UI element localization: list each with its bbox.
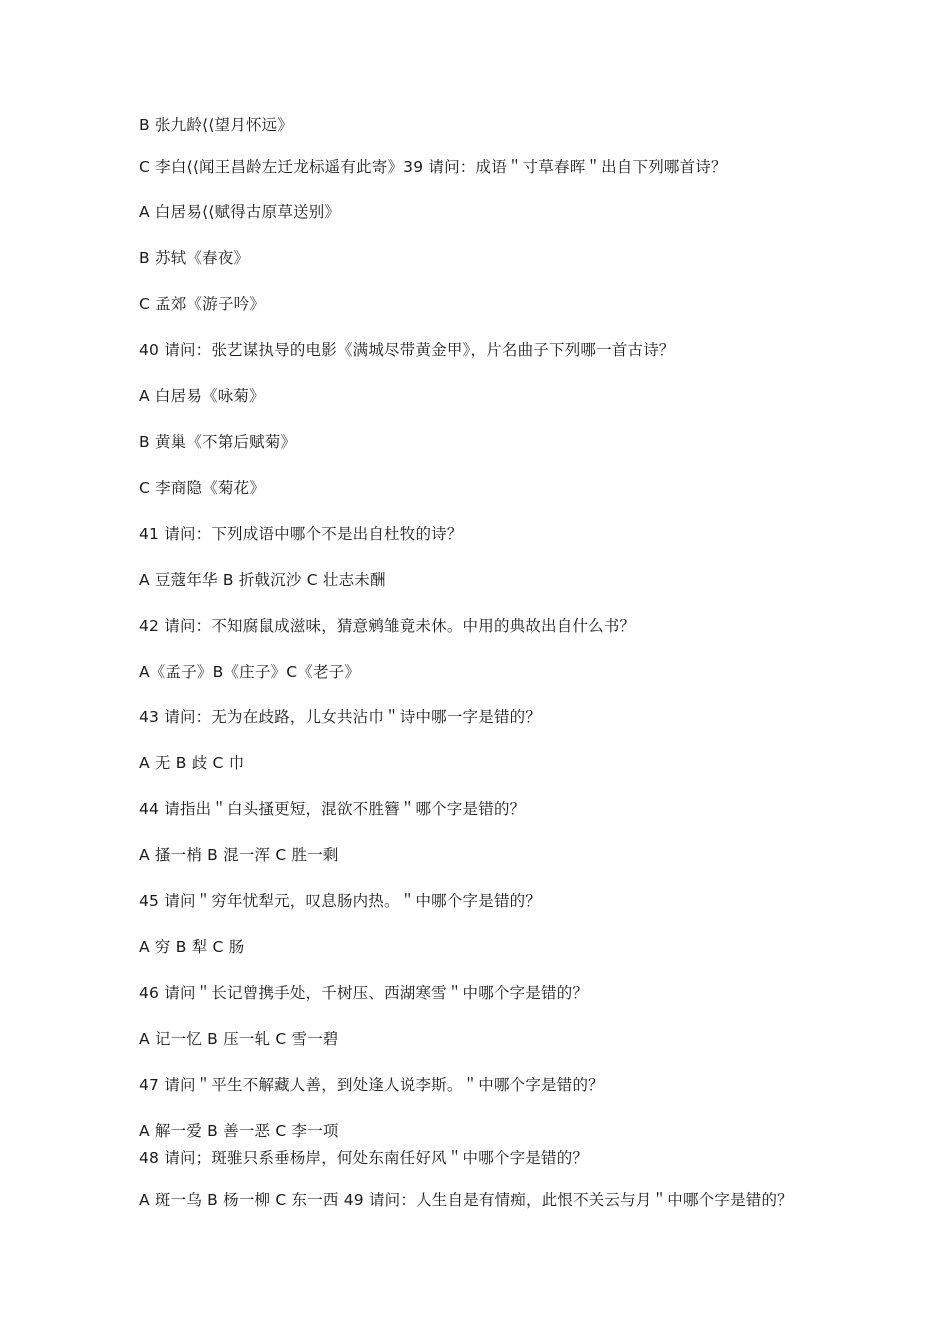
text-line: A 白居易⟨⟨赋得古原草送别》 xyxy=(139,203,341,221)
text-line: A 记一忆 B 压一轧 C 雪一碧 xyxy=(139,1030,339,1048)
text-line: C 李白⟨⟨闻王昌龄左迁龙标遥有此寄》39 请问：成语＂寸草春晖＂出自下列哪首诗？ xyxy=(139,158,727,176)
text-line: A 解一爱 B 善一恶 C 李一项 xyxy=(139,1122,339,1140)
text-line: B 苏轼《春夜》 xyxy=(139,249,250,267)
text-line: A 白居易《咏菊》 xyxy=(139,387,265,405)
text-line: C 李商隐《菊花》 xyxy=(139,479,266,497)
text-line: 41 请问：下列成语中哪个不是出自杜牧的诗？ xyxy=(139,525,463,543)
text-line: C 孟郊《游子吟》 xyxy=(139,295,266,313)
text-line: 40 请问：张艺谋执导的电影《满城尽带黄金甲》，片名曲子下列哪一首古诗？ xyxy=(139,341,675,359)
text-line: 43 请问：无为在歧路，儿女共沾巾＂诗中哪一字是错的？ xyxy=(139,708,542,726)
text-line: 45 请问＂穷年忧犁元，叹息肠内热。＂中哪个字是错的？ xyxy=(139,892,542,910)
text-line: 46 请问＂长记曾携手处，千树压、西湖寒雪＂中哪个字是错的？ xyxy=(139,984,589,1002)
text-line: A 穷 B 犁 C 肠 xyxy=(139,938,245,956)
text-line: A《孟子》B《庄子》C《老子》 xyxy=(139,663,361,681)
text-line: 42 请问：不知腐鼠成滋味，猜意鹓雏竟未休。中用的典故出自什么书？ xyxy=(139,617,636,635)
text-line: B 张九龄⟨⟨望月怀远》 xyxy=(139,116,294,134)
text-line: 47 请问＂平生不解藏人善，到处逢人说李斯。＂中哪个字是错的？ xyxy=(139,1076,604,1094)
text-line: A 斑一乌 B 杨一柳 C 东一西 49 请问：人生自是有情痴，此恨不关云与月＂中哪个字是错的？ xyxy=(139,1191,793,1209)
text-line: A 搔一梢 B 混一浑 C 胜一剩 xyxy=(139,846,339,864)
text-line: A 无 B 歧 C 巾 xyxy=(139,754,245,772)
text-line: 48 请问；斑骓只系垂杨岸，何处东南任好风＂中哪个字是错的？ xyxy=(139,1149,589,1167)
text-line: 44 请指出＂白头搔更短，混欲不胜簪＂哪个字是错的？ xyxy=(139,800,526,818)
text-line: A 豆蔻年华 B 折戟沉沙 C 壮志未酬 xyxy=(139,571,386,589)
text-line: B 黄巢《不第后赋菊》 xyxy=(139,433,297,451)
